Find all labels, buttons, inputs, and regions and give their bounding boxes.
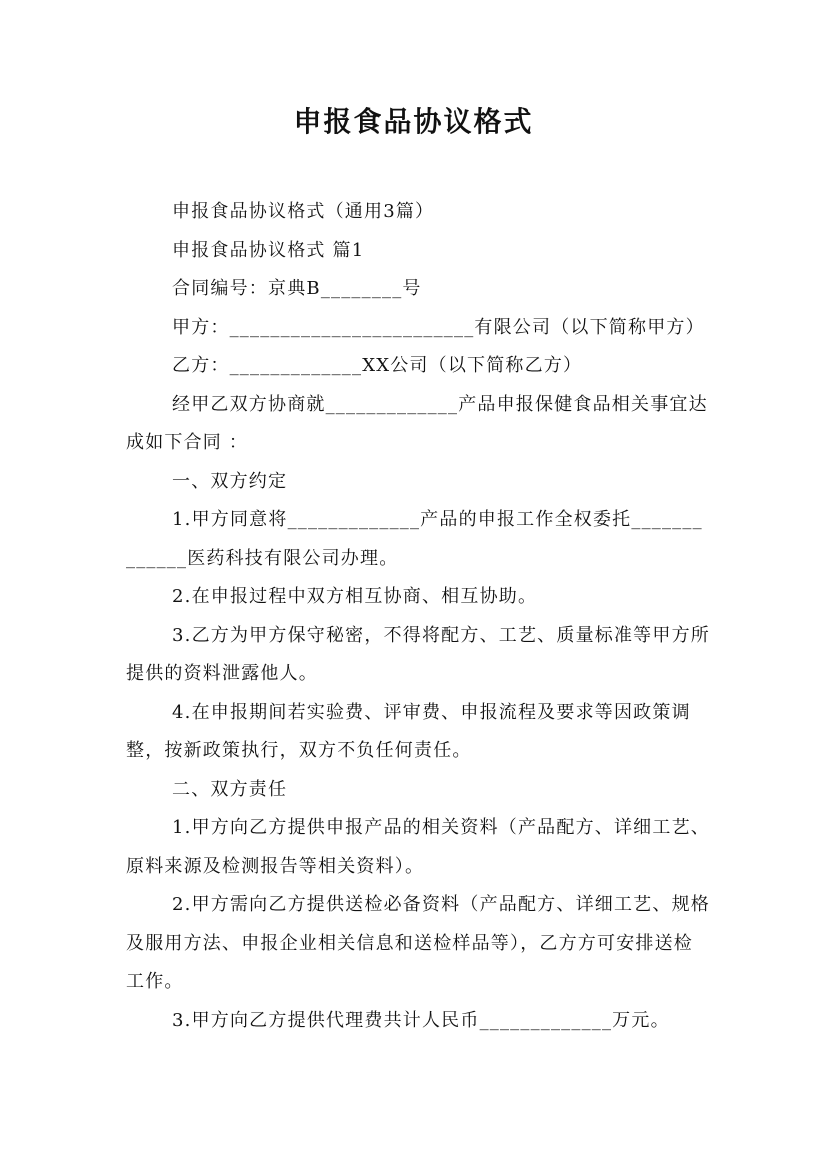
paragraph-preamble: 经甲乙双方协商就_____________产品申报保健食品相关事宜达成如下合同 ： [126,393,708,453]
paragraph-heading-responsibilities: 二、双方责任 [172,778,288,800]
paragraph-party-b: 乙方：_____________XX公司（以下简称乙方） [172,355,583,376]
paragraph-section-heading: 申报食品协议格式 篇1 [172,239,365,261]
paragraph-clause: 3.甲方向乙方提供代理费共计人民币_____________万元。 [172,1009,670,1031]
paragraph-subtitle: 申报食品协议格式（通用3篇） [172,201,435,222]
paragraph-clause: 2.甲方需向乙方提供送检必备资料（产品配方、详细工艺、规格及服用方法、申报企业相关信息和送检样品等），乙方方可安排送检工作。 [126,894,710,992]
paragraph-contract-number: 合同编号：京典B________号 [172,278,422,299]
document-body [126,193,711,1040]
paragraph-heading-agreement: 一、双方约定 [172,470,288,492]
document-title: 申报食品协议格式 [293,105,534,138]
paragraph-party-a: 甲方：________________________有限公司（以下简称甲方） [172,316,705,338]
paragraph-clause: 4.在申报期间若实验费、评审费、申报流程及要求等因政策调整，按新政策执行，双方不负任何责任。 [126,701,691,761]
paragraph-clause: 1.甲方同意将_____________产品的申报工作全权委托_____________医药科技有限公司办理。 [126,509,703,569]
paragraph-clause: 1.甲方向乙方提供申报产品的相关资料（产品配方、详细工艺、原料来源及检测报告等相关资料）。 [126,817,710,877]
paragraph-clause: 3.乙方为甲方保守秘密，不得将配方、工艺、质量标准等甲方所提供的资料泄露他人。 [126,624,710,684]
paragraph-clause: 2.在申报过程中双方相互协商、相互协助。 [172,586,538,607]
